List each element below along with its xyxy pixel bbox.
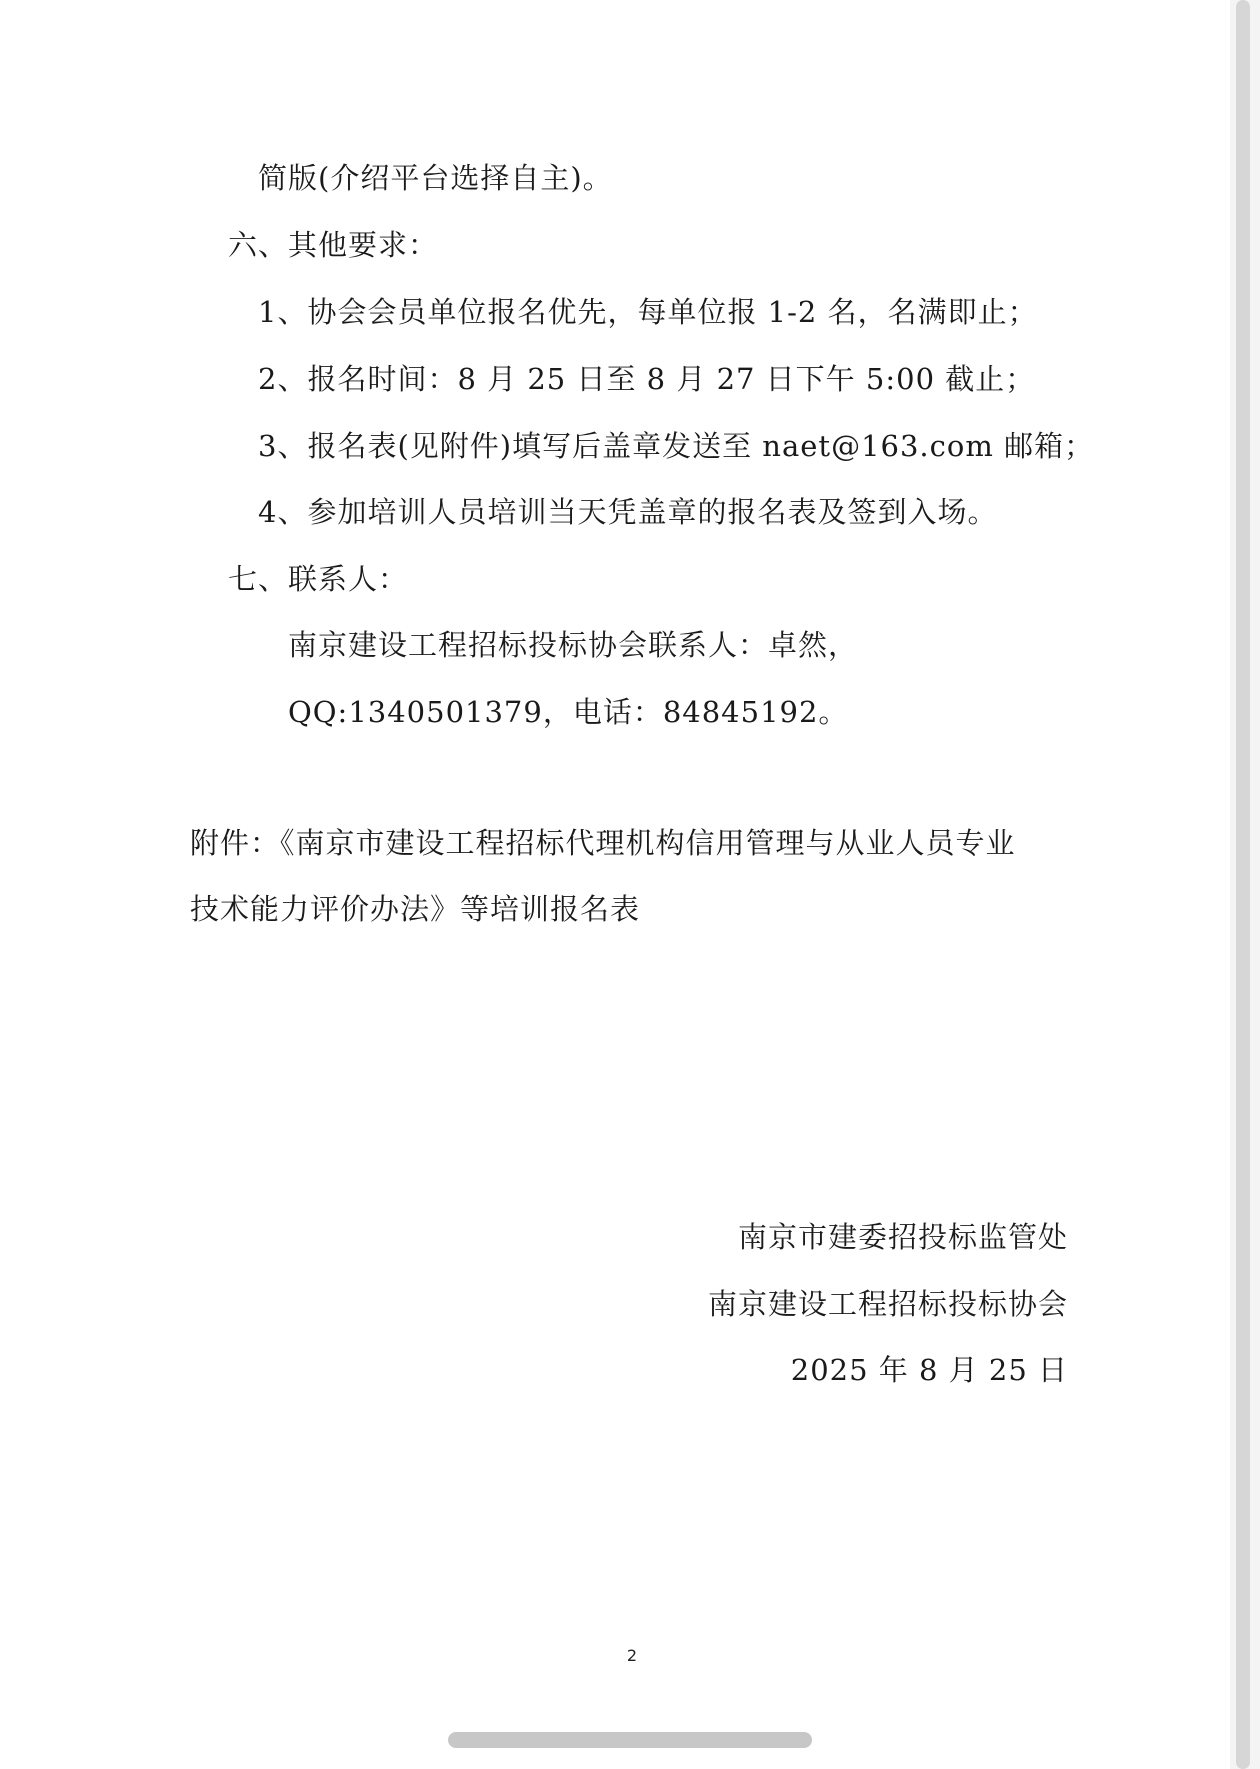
attachment-line-2: 技术能力评价办法》等培训报名表 <box>190 892 641 926</box>
signature-org-1: 南京市建委招投标监管处 <box>737 1220 1068 1254</box>
signature-date: 2025 年 8 月 25 日 <box>790 1353 1068 1387</box>
requirement-item-1: 1、协会会员单位报名优先，每单位报 1-2 名，名满即止； <box>258 295 1038 329</box>
home-indicator[interactable] <box>448 1732 812 1748</box>
contact-details: QQ:1340501379，电话：84845192。 <box>288 695 849 729</box>
paragraph-line: 简版(介绍平台选择自主)。 <box>258 161 613 195</box>
scrollbar-thumb[interactable] <box>1236 0 1250 1769</box>
contact-person: 南京建设工程招标投标协会联系人：卓然， <box>288 628 859 662</box>
attachment-line-1: 附件：《南京市建设工程招标代理机构信用管理与从业人员专业 <box>190 826 1016 860</box>
vertical-scrollbar[interactable] <box>1230 0 1260 1769</box>
page-number: 2 <box>626 1646 638 1665</box>
requirement-item-2: 2、报名时间：8 月 25 日至 8 月 27 日下午 5:00 截止； <box>258 362 1036 396</box>
signature-org-2: 南京建设工程招标投标协会 <box>707 1287 1068 1321</box>
requirement-item-3: 3、报名表(见附件)填写后盖章发送至 naet@163.com 邮箱； <box>258 429 1095 463</box>
requirement-item-4: 4、参加培训人员培训当天凭盖章的报名表及签到入场。 <box>258 495 998 529</box>
section-heading-other-requirements: 六、其他要求： <box>228 228 439 262</box>
section-heading-contact: 七、联系人： <box>228 562 409 596</box>
